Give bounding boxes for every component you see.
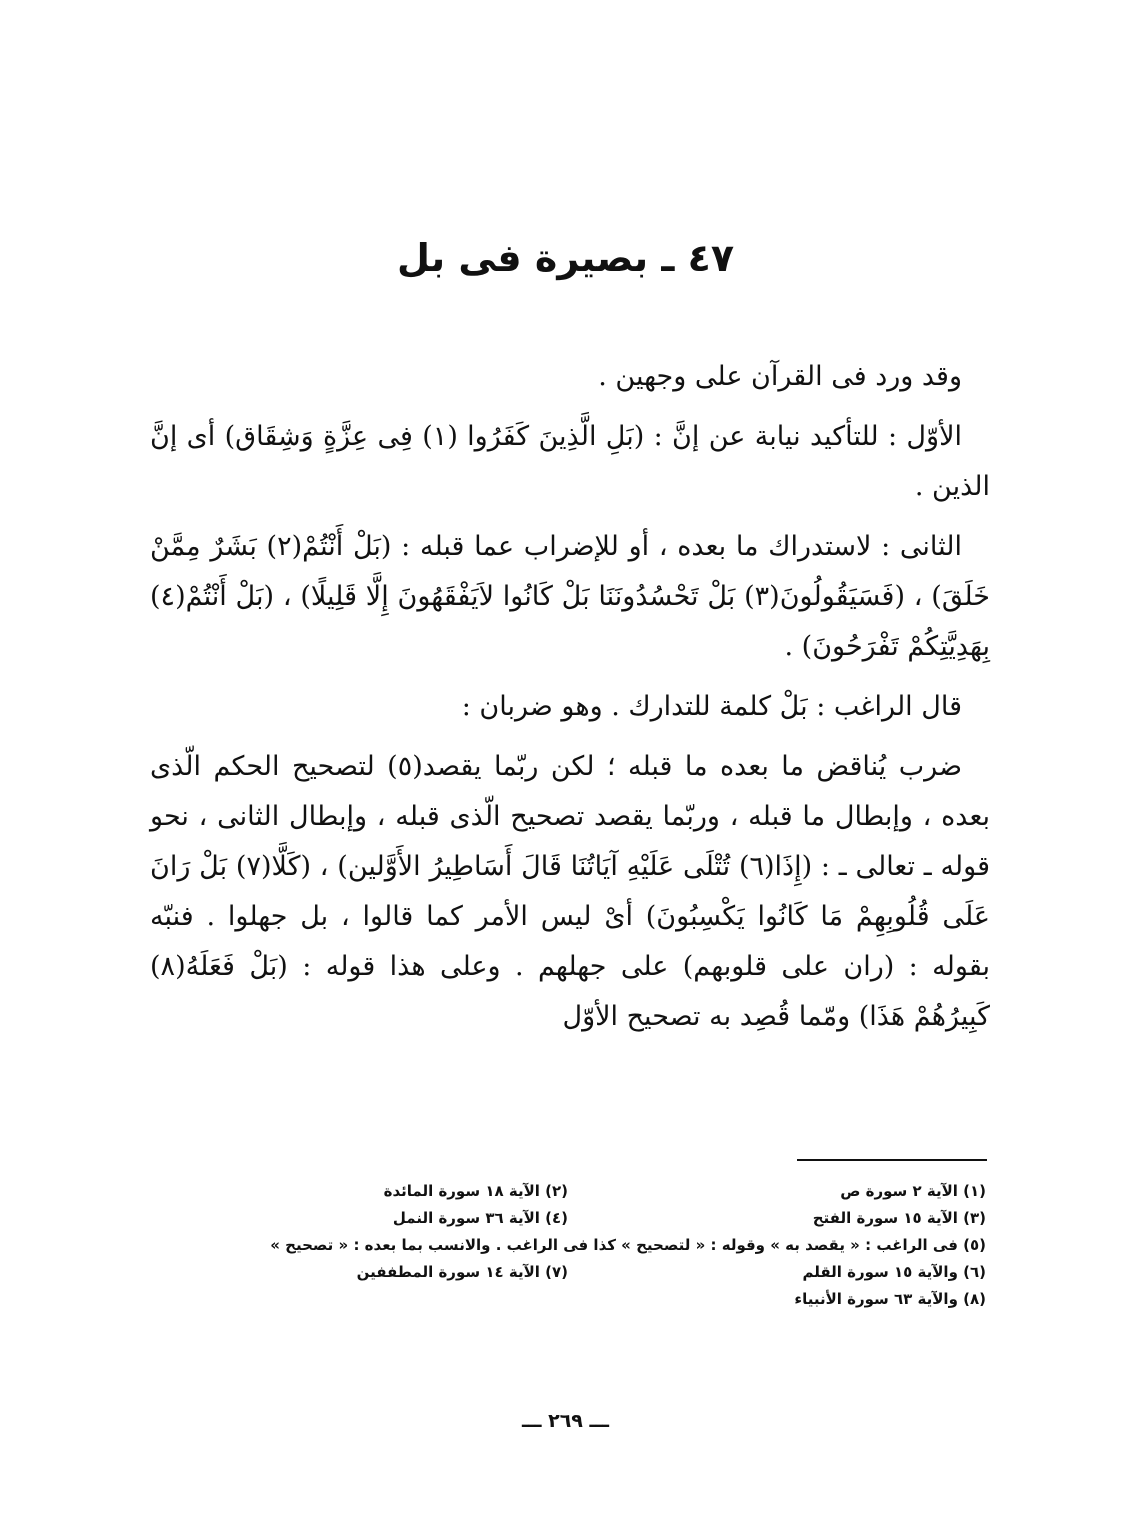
footnote-3: (٣) الآية ١٥ سورة الفتح [812, 1209, 986, 1227]
footnote-4: (٤) الآية ٣٦ سورة النمل [392, 1209, 568, 1227]
footnote-7: (٧) الآية ١٤ سورة المطففين [356, 1263, 568, 1281]
footnote-1: (١) الآية ٢ سورة ص [840, 1182, 986, 1200]
paragraph-second-aspect: الثانى : لاستدراك ما بعده ، أو للإضراب عما قبله : (بَلْ أَنْتُمْ(٢) بَشَرٌ مِمَّنْ خَلَقَ) ، (فَسَيَقُولُونَ(٣) بَلْ تَحْسُدُونَنَا بَلْ كَانُوا لاَيَفْقَهُونَ إِلَّا قَلِيلًا) ، (بَلْ أَنْتُمْ(٤) بِهَدِيَّتِكُمْ تَفْرَحُونَ) . [150, 531, 990, 662]
footnote-8: (٨) والآية ٦٣ سورة الأنبياء [794, 1290, 986, 1308]
footnote-separator [797, 1159, 987, 1161]
footnote-2: (٢) الآية ١٨ سورة المائدة [383, 1182, 568, 1200]
footnote-5: (٥) فى الراغب : « يقصد به » وقوله : « لتصحيح » كذا فى الراغب . والانسب بما بعده : « تصحيح » [270, 1236, 986, 1254]
main-text [150, 352, 990, 1042]
paragraph-raghib-quote: قال الراغب : بَلْ كلمة للتدارك . وهو ضربان : [461, 691, 962, 722]
paragraph-first-aspect: الأوّل : للتأكيد نيابة عن إنَّ : (بَلِ الَّذِينَ كَفَرُوا (١) فِى عِزَّةٍ وَشِقَاق) أى إنَّ الذين . [150, 421, 990, 502]
paragraph-intro: وقد ورد فى القرآن على وجهين . [598, 361, 962, 392]
paragraph-first-type: ضرب يُناقض ما بعده ما قبله ؛ لكن ربّما يقصد(٥) لتصحيح الحكم الّذى بعده ، وإبطال ما قبله ، وربّما يقصد تصحيح الّذى قبله ، وإبطال الثانى ، نحو قوله ـ تعالى ـ : (إِذَا(٦) تُتْلَى عَلَيْهِ آيَاتُنَا قَالَ أَسَاطِيرُ الأَوَّلين) ، (كَلَّا(٧) بَلْ رَانَ عَلَى قُلُوبِهِمْ مَا كَانُوا يَكْسِبُونَ) أىْ ليس الأمر كما قالوا ، بل جهلوا . فنبّه بقوله : (ران على قلوبهم) على جهلهم . وعلى هذا قوله : (بَلْ فَعَلَهُ(٨) كَبِيرُهُمْ هَذَا) ومّما قُصِد به تصحيح الأوّل [150, 751, 991, 1032]
footnote-6: (٦) والآية ١٥ سورة القلم [802, 1263, 986, 1281]
page-number: ـــ ٢٦٩ ـــ [521, 1410, 609, 1432]
footnotes [150, 1178, 986, 1313]
section-title: ٤٧ ـ بصيرة فى بل [396, 236, 735, 280]
